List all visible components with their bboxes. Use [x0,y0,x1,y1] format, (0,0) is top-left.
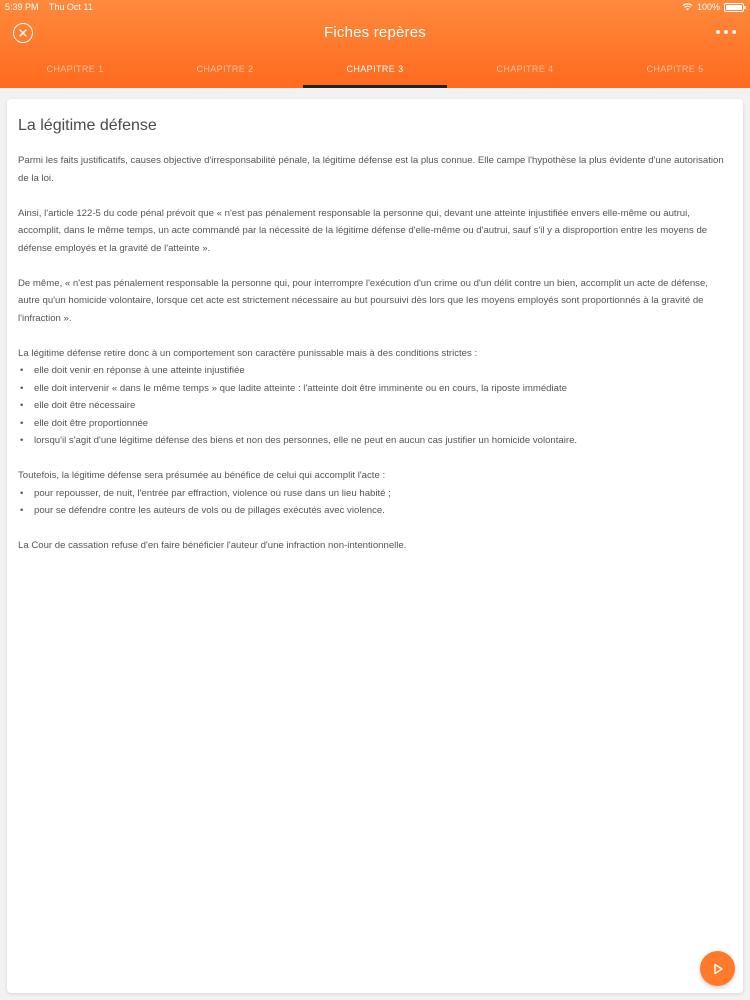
app-header [0,0,750,88]
status-time: 5:39 PM [5,2,39,12]
status-date: Thu Oct 11 [48,2,93,12]
page-title: Fiches repères [323,24,426,41]
article-paragraph: Ainsi, l'article 122-5 du code pénal prévoit que « n'est pas pénalement responsable la personne qui, devant une atteinte injustifiée envers elle-même ou autrui, accomplit, dans le même temps, un acte commandé par la nécessité de la légitime défense d'elle-même ou d'autrui, sauf s'il y a disproportion entre les moyens de défense employés et la gravité de l'atteinte ». [18,207,708,254]
battery-percentage: 100% [696,2,720,12]
battery-icon [724,3,744,12]
play-icon [711,962,725,976]
conditions-block [18,345,732,450]
tab-chapitre-5[interactable]: CHAPITRE 5 [646,64,704,74]
tab-chapitre-1[interactable]: CHAPITRE 1 [46,64,104,74]
presumptions-block [18,467,732,520]
article-title: La légitime défense [18,117,157,134]
conditions-list [18,362,732,450]
list-item: • pour se défendre contre les auteurs de vols ou de pillages exécutés avec violence. [18,502,732,520]
list-item: • pour repousser, de nuit, l'entrée par effraction, violence ou ruse dans un lieu habité ; [18,485,732,503]
tab-chapitre-2[interactable]: CHAPITRE 2 [196,64,254,74]
ellipsis-icon [716,30,720,34]
more-options-button[interactable] [716,25,736,39]
article-card [7,99,743,993]
article-paragraph: Parmi les faits justificatifs, causes objective d'irresponsabilité pénale, la légitime défense est la plus connue. Elle campe l'hypothèse la plus évidente d'une autorisation de la loi. [18,155,724,184]
list-item: • elle doit venir en réponse à une atteinte injustifiée [18,362,732,380]
chapter-tabs [0,52,750,88]
play-button[interactable] [700,951,735,986]
list-item: • elle doit être nécessaire [18,397,732,415]
article-paragraph: Toutefois, la légitime défense sera présumée au bénéfice de celui qui accomplit l'acte : [18,470,386,481]
article-paragraph: De même, « n'est pas pénalement responsable la personne qui, pour interrompre l'exécution d'un crime ou d'un délit contre un bien, accomplit un acte de défense, autre qu'un homicide volontaire, lorsque cet acte est strictement nécessaire au but poursuivi dès lors que les moyens employés sont proportionnés à la gravité de l'infraction ». [18,277,708,324]
article-paragraph: La légitime défense retire donc à un comportement son caractère punissable mais à des conditions strictes : [18,347,478,359]
tab-chapitre-4[interactable]: CHAPITRE 4 [496,64,554,74]
list-item: • elle doit être proportionnée [18,415,732,433]
tab-chapitre-3[interactable]: CHAPITRE 3 [300,52,450,88]
nav-bar [0,14,750,52]
presumptions-list [18,485,732,520]
list-item: • lorsqu'il s'agit d'une légitime défense des biens et non des personnes, elle ne peut en aucun cas justifier un homicide volontaire. [18,432,732,450]
wifi-icon [682,3,693,11]
article-paragraph: La Cour de cassation refuse d'en faire bénéficier l'auteur d'une infraction non-intentionnelle. [18,540,407,551]
list-item: • elle doit intervenir « dans le même temps » que ladite atteinte : l'atteinte doit être imminente ou en cours, la riposte immédiate [18,380,732,398]
status-bar [0,0,750,14]
